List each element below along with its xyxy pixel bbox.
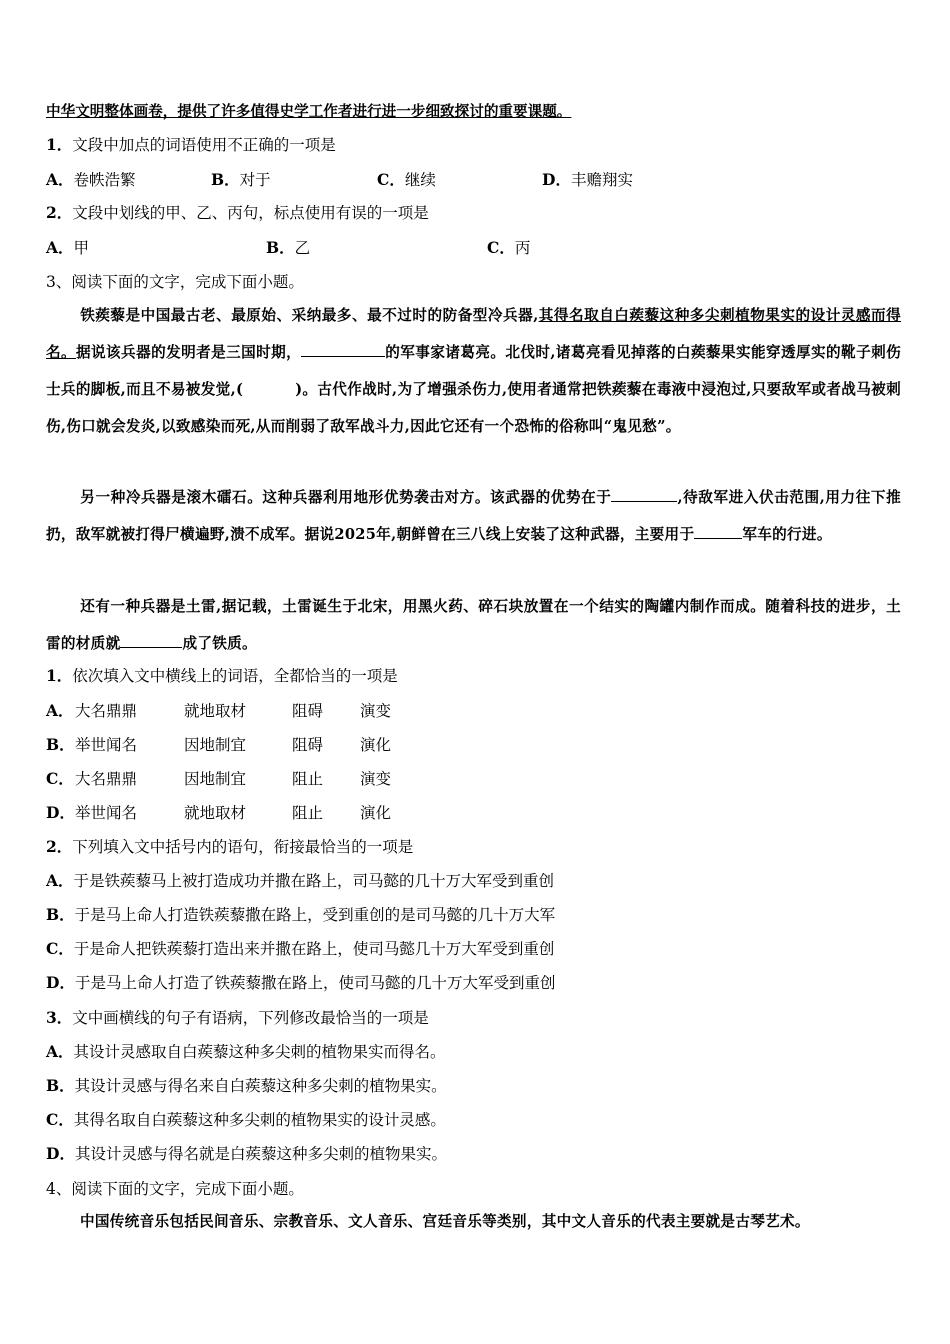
option-d: D．于是马上命人打造了铁蒺藜撒在路上，使司马懿的几十万大军受到重创 (46, 973, 556, 992)
option-d: D．丰赡翔实 (542, 170, 633, 189)
option-b-word-1: 举世闻名 (75, 736, 138, 754)
fill-blank (611, 487, 677, 502)
question-number: 1． (46, 666, 73, 685)
fill-blank (120, 633, 182, 648)
option-c: C．丙 (487, 238, 531, 257)
fill-blank (694, 524, 742, 539)
option-c: C． (46, 769, 74, 788)
option-c-word-4: 演变 (360, 770, 392, 788)
option-d-word-3: 阻止 (292, 804, 324, 822)
option-b: B．乙 (266, 238, 311, 257)
option-b-word-3: 阻碍 (292, 736, 324, 754)
option-c-word-3: 阻止 (292, 770, 324, 788)
option-d: D． (46, 803, 75, 822)
fill-blank (301, 342, 385, 357)
option-d-word-2: 就地取材 (184, 804, 247, 822)
passage-paragraph-1: 铁蒺藜是中国最古老、最原始、采纳最多、最不过时的防备型冷兵器,其得名取自白蒺藜这种多尖刺植物果实的设计灵感而得名。据说该兵器的发明者是三国时期， 的军事家诸葛亮。北伐时,诸葛亮看见掉落的白蒺藜果实能穿透厚实的靴子刺伤士兵的脚板,而且不易被发觉,( )。古代作战时,为了增强杀伤力,使用者通常把铁蒺藜在毒液中浸泡过,只要敌军或者战马被刺伤,伤口就会发炎,以致感染而死,从而削弱了敌军战斗力,因此它还有一个恐怖的俗称叫“鬼见愁”。 (46, 307, 901, 435)
option-b-word-4: 演化 (360, 736, 392, 754)
question-stem: 依次填入文中横线上的词语，全都恰当的一项是 (72, 667, 398, 685)
question-1 (46, 135, 336, 155)
option-c-word-1: 大名鼎鼎 (75, 770, 138, 788)
option-a: A．卷帙浩繁 (46, 170, 136, 189)
option-c-word-2: 因地制宜 (184, 770, 247, 788)
option-d-word-1: 举世闻名 (75, 804, 138, 822)
option-d-word-4: 演化 (360, 804, 392, 822)
option-b: B． (46, 735, 75, 754)
option-a: A．甲 (46, 238, 90, 257)
passage-paragraph-2: 另一种冷兵器是滚木礌石。这种兵器利用地形优势袭击对方。该武器的优势在于 ,待敌军进入伏击范围,用力往下推扔，敌军就被打得尸横遍野,溃不成军。据说2025年,朝鲜曾在三八线上安装了这种武器，主要用于 军车的行进。 (46, 489, 901, 543)
option-a-word-3: 阻碍 (292, 702, 324, 720)
option-c: C．继续 (377, 170, 436, 189)
option-a-word-2: 就地取材 (184, 702, 247, 720)
intro-line: 中华文明整体画卷，提供了许多值得史学工作者进行进一步细致探讨的重要课题。 (46, 103, 572, 120)
section-4-paragraph-1: 中国传统音乐包括民间音乐、宗教音乐、文人音乐、宫廷音乐等类别，其中文人音乐的代表主要就是古琴艺术。 (80, 1213, 810, 1230)
section-4-header: 4、阅读下面的文字，完成下面小题。 (46, 1180, 304, 1198)
subquestion-1 (46, 666, 398, 686)
question-number: 3． (46, 1008, 73, 1027)
question-number: 2． (46, 203, 73, 222)
option-a-word-4: 演变 (360, 702, 392, 720)
option-a: A．于是铁蒺藜马上被打造成功并撒在路上，司马懿的几十万大军受到重创 (46, 871, 555, 890)
option-b: B．对于 (211, 170, 271, 189)
option-b-word-2: 因地制宜 (184, 736, 247, 754)
option-a-word-1: 大名鼎鼎 (75, 702, 138, 720)
section-3-header: 3、阅读下面的文字，完成下面小题。 (46, 273, 304, 291)
option-b: B．其设计灵感与得名来自白蒺藜这种多尖刺的植物果实。 (46, 1076, 447, 1095)
option-b: B．于是马上命人打造铁蒺藜撒在路上，受到重创的是司马懿的几十万大军 (46, 905, 556, 924)
option-d: D．其设计灵感与得名就是白蒺藜这种多尖刺的植物果实。 (46, 1144, 447, 1163)
option-a: A． (46, 701, 74, 720)
option-c: C．其得名取自白蒺藜这种多尖刺的植物果实的设计灵感。 (46, 1110, 446, 1129)
option-c: C．于是命人把铁蒺藜打造出来并撒在路上，使司马懿几十万大军受到重创 (46, 939, 555, 958)
question-number: 1． (46, 135, 73, 154)
subquestion-3 (46, 1008, 429, 1028)
passage-paragraph-3: 还有一种兵器是土雷,据记载，土雷诞生于北宋，用黑火药、碎石块放置在一个结实的陶罐内制作而成。随着科技的进步，土雷的材质就 成了铁质。 (46, 598, 901, 652)
question-stem: 文段中加点的词语使用不正确的一项是 (72, 136, 336, 154)
question-number: 2． (46, 837, 73, 856)
option-a: A．其设计灵感取自白蒺藜这种多尖刺的植物果实而得名。 (46, 1042, 446, 1061)
question-2 (46, 203, 429, 223)
question-stem: 文中画横线的句子有语病，下列修改最恰当的一项是 (72, 1009, 429, 1027)
question-stem: 文段中划线的甲、乙、丙句，标点使用有误的一项是 (72, 204, 429, 222)
question-stem: 下列填入文中括号内的语句，衔接最恰当的一项是 (72, 838, 414, 856)
underlined-sentence: 其得名取自白蒺藜这种多尖刺植物果实的设计灵感而得名。 (46, 307, 901, 361)
subquestion-2 (46, 837, 413, 857)
